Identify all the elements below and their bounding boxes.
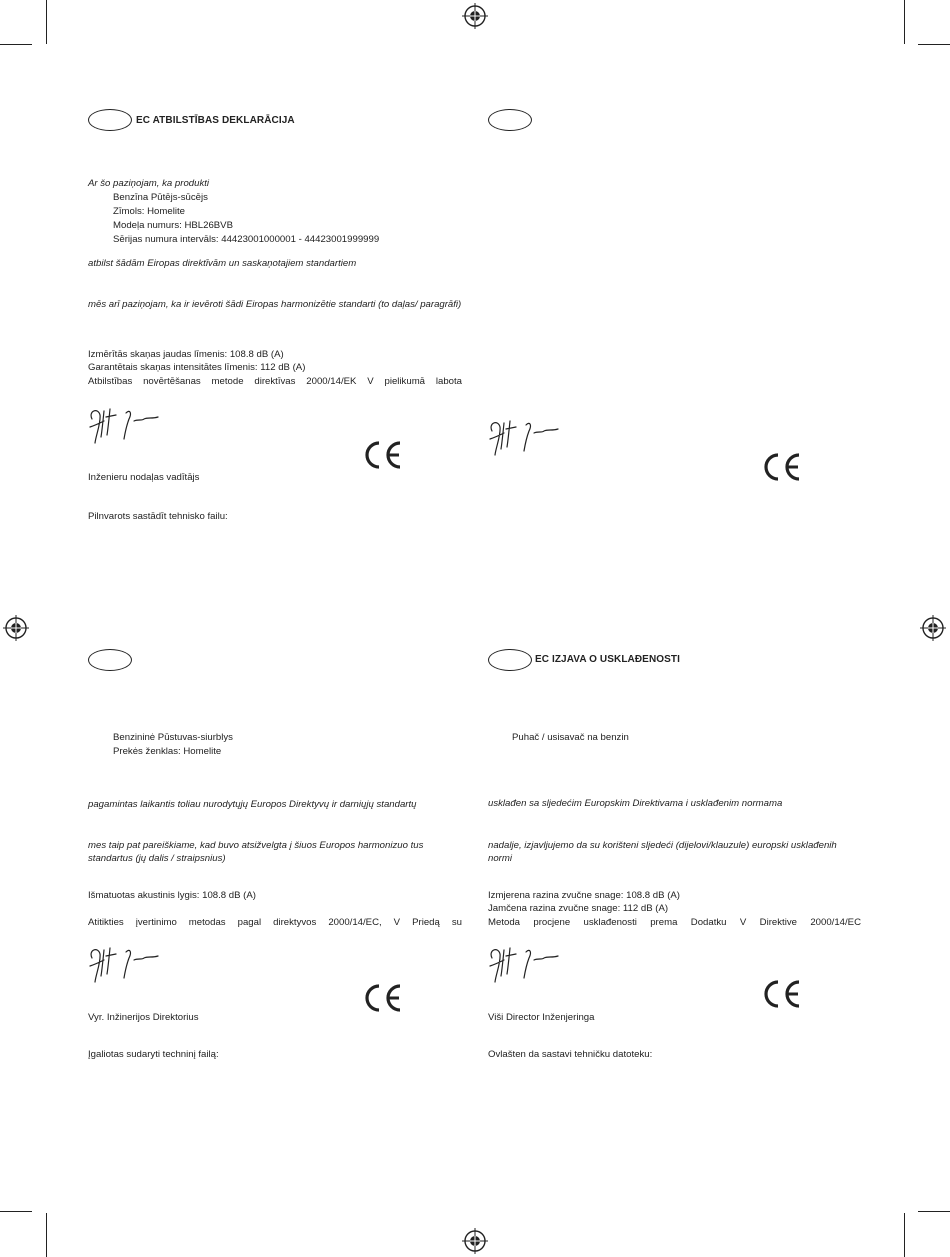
lv-standards: mēs arī paziņojam, ka ir ievēroti šādi Eiropas harmonizētie standarti (to daļas/ paragrāfi) bbox=[88, 299, 462, 310]
hr-standards: nadalje, izjavljujemo da su korišteni sljedeći (dijelovi/klauzule) europski usklađenih normi bbox=[488, 840, 837, 864]
lv-noise-line: Garantētais skaņas intensitātes līmenis: 112 dB (A) bbox=[88, 362, 306, 373]
hr-product: Puhač / usisavač na benzin bbox=[512, 732, 629, 743]
crop-mark bbox=[904, 0, 905, 44]
registration-icon bbox=[920, 615, 946, 641]
crop-mark bbox=[46, 0, 47, 44]
language-oval bbox=[488, 109, 532, 131]
lt-authorized: Įgaliotas sudaryti techninį failą: bbox=[88, 1049, 219, 1060]
signature-icon bbox=[486, 417, 566, 457]
lv-product-line: Modeļa numurs: HBL26BVB bbox=[113, 220, 233, 231]
crop-mark bbox=[918, 44, 950, 45]
lv-product-line: Sērijas numura intervāls: 44423001000001 - 44423001999999 bbox=[113, 234, 380, 245]
lt-standards: mes taip pat pareiškiame, kad buvo atsižvelgta į šiuos Europos harmonizuo tus standartus (jų dalis / straipsnius) bbox=[88, 840, 424, 864]
hr-method: Metoda procjene usklađenosti prema Dodatku V Direktive 2000/14/EC bbox=[488, 917, 861, 928]
lv-directives: atbilst šādām Eiropas direktīvām un saskaņotajiem standartiem bbox=[88, 258, 357, 269]
lv-method: Atbilstības novērtēšanas metode direktīvas 2000/14/EK V pielikumā labota bbox=[88, 376, 462, 387]
lv-title: EC ATBILSTĪBAS DEKLARĀCIJA bbox=[136, 115, 295, 126]
lv-product-line: Zīmols: Homelite bbox=[113, 206, 185, 217]
crop-mark bbox=[904, 1213, 905, 1257]
registration-icon bbox=[462, 1228, 488, 1254]
lt-role: Vyr. Inžinerijos Direktorius bbox=[88, 1012, 199, 1023]
language-oval bbox=[88, 109, 132, 131]
ce-mark-icon bbox=[361, 440, 403, 470]
crop-mark bbox=[0, 44, 32, 45]
registration-icon bbox=[462, 3, 488, 29]
lt-product-line: Benzininė Pūstuvas-siurblys bbox=[113, 732, 233, 743]
signature-icon bbox=[86, 944, 166, 984]
lv-intro: Ar šo paziņojam, ka produkti bbox=[88, 178, 210, 189]
hr-directives: usklađen sa sljedećim Europskim Direktivama i usklađenim normama bbox=[488, 798, 783, 809]
hr-noise-line: Izmjerena razina zvučne snage: 108.8 dB (A) bbox=[488, 890, 680, 901]
hr-noise-line: Jamčena razina zvučne snage: 112 dB (A) bbox=[488, 903, 669, 914]
lv-authorized: Pilnvarots sastādīt tehnisko failu: bbox=[88, 511, 228, 522]
signature-icon bbox=[86, 405, 166, 445]
crop-mark bbox=[0, 1211, 32, 1212]
lv-product-line: Benzīna Pūtējs-sūcējs bbox=[113, 192, 208, 203]
lv-role: Inženieru nodaļas vadītājs bbox=[88, 472, 200, 483]
ce-mark-icon bbox=[760, 452, 802, 482]
hr-authorized: Ovlašten da sastavi tehničku datoteku: bbox=[488, 1049, 653, 1060]
lt-noise: Išmatuotas akustinis lygis: 108.8 dB (A) bbox=[88, 890, 256, 901]
lt-product-line: Prekės ženklas: Homelite bbox=[113, 746, 222, 757]
signature-icon bbox=[486, 944, 566, 984]
crop-mark bbox=[46, 1213, 47, 1257]
language-oval bbox=[88, 649, 132, 671]
language-oval bbox=[488, 649, 532, 671]
hr-role: Viši Director Inženjeringa bbox=[488, 1012, 595, 1023]
lv-noise-line: Izmērītās skaņas jaudas līmenis: 108.8 dB (A) bbox=[88, 349, 284, 360]
registration-icon bbox=[3, 615, 29, 641]
hr-title: EC IZJAVA O USKLAĐENOSTI bbox=[535, 654, 681, 665]
lt-method: Atitikties įvertinimo metodas pagal direktyvos 2000/14/EC, V Priedą su bbox=[88, 917, 462, 928]
crop-mark bbox=[918, 1211, 950, 1212]
ce-mark-icon bbox=[760, 979, 802, 1009]
lt-directives: pagamintas laikantis toliau nurodytųjų Europos Direktyvų ir darniųjų standartų bbox=[88, 799, 417, 810]
ce-mark-icon bbox=[361, 983, 403, 1013]
